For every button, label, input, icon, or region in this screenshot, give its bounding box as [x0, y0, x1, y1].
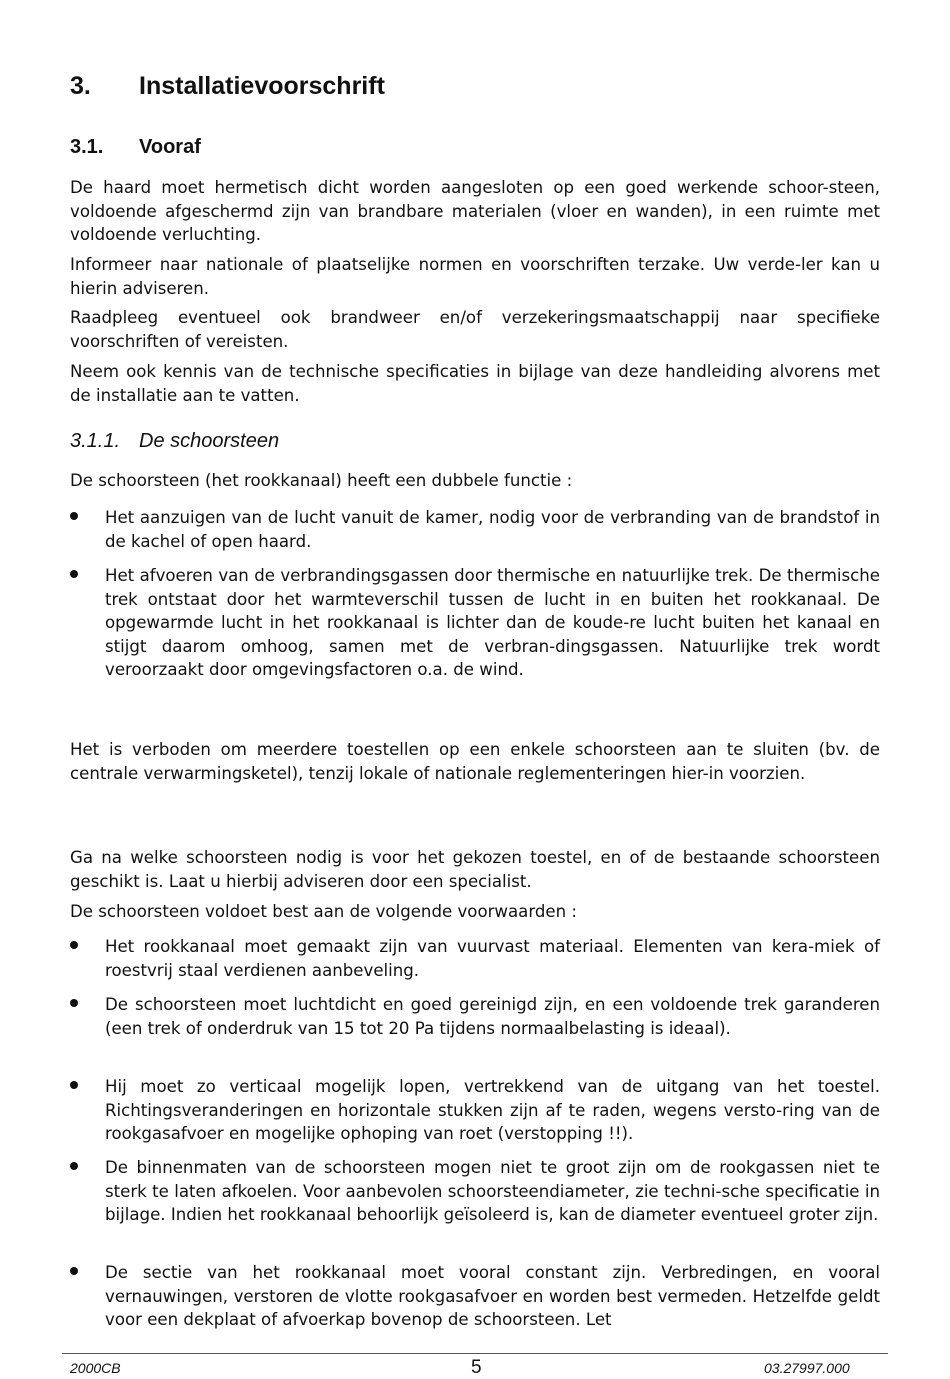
- intro-paragraph-4: Neem ook kennis van de technische specificaties in bijlage van deze handleiding alvorens met de installatie aan te vatten.: [70, 362, 880, 405]
- bullet-icon: [70, 999, 78, 1007]
- list-item-text: Het rookkanaal moet gemaakt zijn van vuurvast materiaal. Elementen van kera-miek of roestvrij staal verdienen aanbeveling.: [105, 937, 880, 980]
- subsection-heading: [70, 430, 279, 453]
- subsection-number: 3.1.1.: [70, 430, 121, 452]
- bullet-icon: [70, 941, 78, 949]
- conditions-intro: De schoorsteen voldoet best aan de volgende voorwaarden :: [70, 902, 577, 921]
- check-paragraph: Ga na welke schoorsteen nodig is voor het gekozen toestel, en of de bestaande schoorsteen geschikt is. Laat u hierbij adviseren door een specialist.: [70, 848, 880, 891]
- bullet-icon: [70, 512, 78, 520]
- bullet-icon: [70, 1267, 78, 1275]
- section-heading: [70, 136, 201, 159]
- list-item-text: Het aanzuigen van de lucht vanuit de kamer, nodig voor de verbranding van de brandstof in de kachel of open haard.: [105, 508, 880, 551]
- intro-paragraph-3: Raadpleeg eventueel ook brandweer en/of verzekeringsmaatschappij naar specifieke voorschriften of vereisten.: [70, 308, 880, 351]
- forbidden-paragraph: Het is verboden om meerdere toestellen op een enkele schoorsteen aan te sluiten (bv. de centrale verwarmingsketel), tenzij lokale of nationale reglementeringen hier-in voorzien.: [70, 740, 880, 783]
- page-number: 5: [471, 1357, 482, 1378]
- list-item-text: De sectie van het rookkanaal moet vooral constant zijn. Verbredingen, en vooral vernauwingen, verstoren de vlotte rookgasafvoer en worden best vermeden. Hetzelfde geldt voor een dekplaat of afvoerkap bovenop de schoorsteen. Let: [105, 1263, 880, 1329]
- footer-model: 2000CB: [70, 1360, 121, 1376]
- list-item-text: De binnenmaten van de schoorsteen mogen niet te groot zijn om de rookgassen niet te sterk te laten afkoelen. Voor aanbevolen schoorsteendiameter, zie techni-sche specificatie in bijlage. Indien het rookkanaal behoorlijk geïsoleerd is, kan de diameter eventueel groter zijn.: [105, 1158, 880, 1224]
- list-item-text: Het afvoeren van de verbrandingsgassen door thermische en natuurlijke trek. De thermische trek ontstaat door het warmteverschil tussen de lucht in en buiten het rookkanaal. De opgewarmde lucht in het rookkanaal is lichter dan de koude-re lucht buiten het kanaal en stijgt daarom omhoog, samen met de verbran-dingsgassen. Natuurlijke trek wordt veroorzaakt door omgevingsfactoren o.a. de wind.: [105, 566, 880, 679]
- chapter-number: 3.: [70, 72, 91, 100]
- section-title: Vooraf: [139, 136, 201, 158]
- bullet-icon: [70, 1162, 78, 1170]
- bullet-icon: [70, 570, 78, 578]
- section-number: 3.1.: [70, 136, 104, 158]
- subsection-title: De schoorsteen: [139, 430, 280, 452]
- intro-paragraph-1: De haard moet hermetisch dicht worden aangesloten op een goed werkende schoor-steen, voldoende afgeschermd zijn van brandbare materialen (vloer en wanden), in een ruimte met voldoende verluchting.: [70, 178, 880, 244]
- function-intro: De schoorsteen (het rookkanaal) heeft een dubbele functie :: [70, 471, 573, 490]
- chapter-heading: [70, 72, 385, 101]
- chapter-title: Installatievoorschrift: [139, 72, 385, 100]
- bullet-icon: [70, 1081, 78, 1089]
- footer-divider: [62, 1353, 888, 1354]
- list-item-text: Hij moet zo verticaal mogelijk lopen, vertrekkend van de uitgang van het toestel. Richtingsveranderingen en horizontale stukken zijn af te raden, wegens versto-ring van de rookgasafvoer en mogelijke ophoping van roet (verstopping !!).: [105, 1077, 880, 1143]
- footer-reference: 03.27997.000: [764, 1360, 850, 1376]
- list-item-text: De schoorsteen moet luchtdicht en goed gereinigd zijn, en een voldoende trek garanderen (een trek of onderdruk van 15 tot 20 Pa tijdens normaalbelasting is ideaal).: [105, 995, 880, 1038]
- intro-paragraph-2: Informeer naar nationale of plaatselijke normen en voorschriften terzake. Uw verde-ler kan u hierin adviseren.: [70, 255, 880, 298]
